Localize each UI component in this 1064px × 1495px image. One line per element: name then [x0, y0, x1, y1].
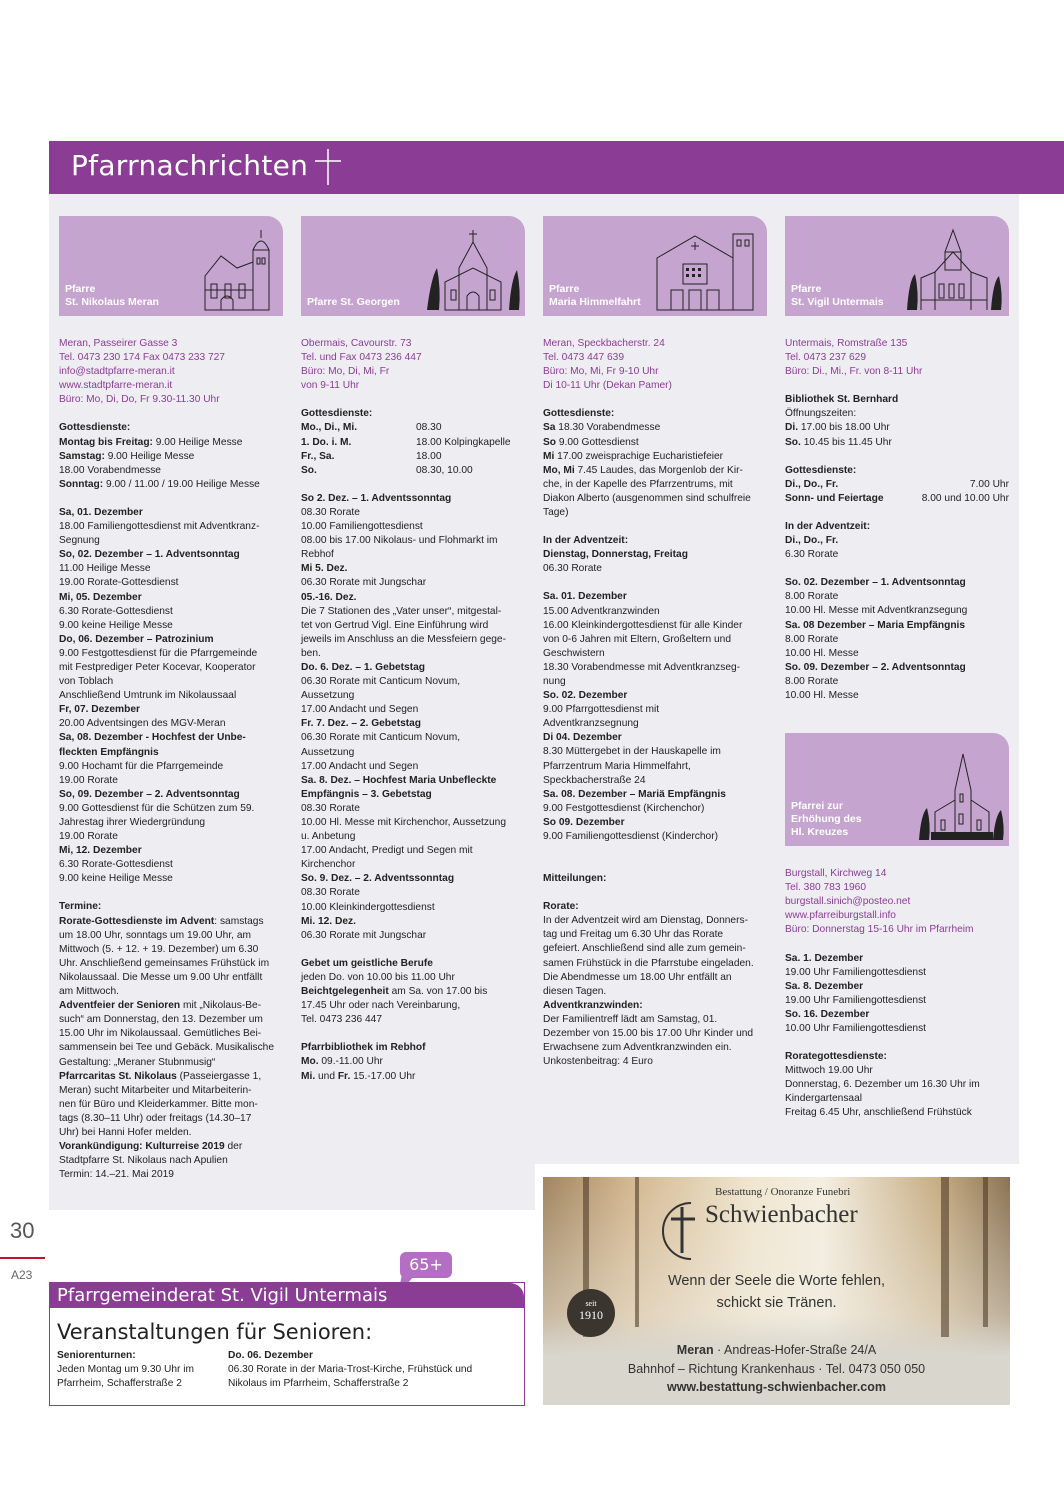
ad-website-link[interactable]: www.bestattung-schwienbacher.com — [666, 1380, 887, 1394]
event-date: Mi. 12. Dez. — [301, 915, 356, 927]
event-date: So. 02. Dezember – 1. Adventsonntag — [785, 577, 966, 589]
parish-column-nikolaus: Pfarre St. Nikolaus Meran Meran, Passeirer Gasse 3 Tel. 0473 230 174 Fax 0473 233 727 info@stadtpfarre-meran.it www.stadtpfarre-meran.it Büro: Mo, Di, Do, Fr 9.30-11.30 Uhr Gottesdienste: Montag bis Freitag: 9.00 Heilige Messe Samstag: 9.00 Heilige Messe 18.00 Vorabendmesse Sonntag: 9.00 / 11.00 / 19.00 Heilige Messe Sa, 01. Dezember 18.00 Familiengottesdienst mit Adventkranz- Segnung So, 02. Dezember – 1. Adventsonntag 11.00 Heilige Messe 19.00 Rorate-Gottesdienst Mi, 05. Dezember 6.30 Rorate-Gottesdienst 9.00 keine Heilige Messe Do, 06. Dezember – Patrozinium 9.00 Festgottesdienst für die Pfarrgemeinde mit Festprediger Peter Kocevar, Kooperator von Toblach Anschließend Umtrunk im Nikolaussaal Fr, 07. Dezember 20.00 Adventsingen des MGV-Meran Sa, 08. Dezember - Hochfest der Unbe- fleckten Empfängnis 9.00 Hochamt für die Pfarrgemeinde 19.00 Rorate So, 09. Dezember – 2. Adventsonntag 9.00 Gottesdienst für die Schützen zum 59. Jahrestag ihrer Wiedergründung 19.00 Rorate Mi, 12. Dezember 6.30 Rorate-Gottesdienst 9.00 keine Heilige Messe Termine: Rorate-Gottesdienste im Advent: samstags um 18.00 Uhr, sonntags um 19.00 Uhr, am Mittwoch (5. + 12. + 19. Dezember) um 6.30 Uhr. Anschließend gemeinsames Frühstück im Nikolaussaal. Die Messe um 9.00 Uhr entfällt am Mittwoch. Adventfeier der Senioren mit „Nikolaus-Be- such“ am Donnerstag, den 13. Dezember um 15.00 Uhr im Nikolaussaal. Gemütliches Bei- sammensein bei Tee und Gebäck. Musikalische Gestaltung: „Meraner Stubnmusig“ Pfarrcaritas St. Nikolaus (Passeiergasse 1, Meran) sucht Mitarbeiter und Mitarbeiterin- nen für Büro und Kleiderkammer. Bitte mon- tags (8.30–11 Uhr) oder freitags (14.30–17 Uhr) bei Hanni Hofer melden. Vorankündigung: Kulturreise 2019 der Stadtpfarre St. Nikolaus nach Apulien Termin: 14.–21. Mai 2019 — [59, 216, 283, 1182]
page-number: 30 — [10, 1218, 35, 1243]
event-date: Do, 06. Dezember – Patrozinium — [59, 633, 214, 645]
event-date: Sa. 1. Dezember — [785, 952, 864, 964]
parish-contact: Obermais, Cavourstr. 73 Tel. und Fax 0473 236 447 Büro: Mo, Di, Mi, Fr von 9-11 Uhr — [301, 338, 422, 392]
senior-header: Pfarrgemeinderat St. Vigil Untermais — [50, 1283, 524, 1308]
church-illustration-icon — [917, 750, 1005, 842]
event-date: Fr. 7. Dez. – 2. Gebetstag — [301, 718, 422, 730]
parish-name: Pfarrei zur Erhöhung des Hl. Kreuzes — [791, 800, 862, 839]
ad-address: Meran · Andreas-Hofer-Straße 24/A Bahnhof – Richtung Krankenhaus · Tel. 0473 050 050 www.bestattung-schwienbacher.com — [543, 1341, 1010, 1397]
parish-header — [785, 216, 1009, 316]
website-link[interactable]: www.pfarreiburgstall.info — [785, 910, 896, 922]
church-illustration-icon — [199, 228, 279, 312]
parish-name: Pfarre St. Georgen — [307, 296, 400, 308]
event-date: Sa, 01. Dezember — [59, 506, 143, 518]
age-badge: 65+ — [400, 1252, 452, 1278]
event-date: So 09. Dezember — [543, 816, 625, 828]
parish-header — [301, 216, 525, 316]
church-illustration-icon — [653, 228, 763, 312]
email-link[interactable]: burgstall.sinich@posteo.net — [785, 896, 911, 908]
parish-name: Pfarre Maria Himmelfahrt — [549, 283, 641, 308]
parish-name: Pfarre St. Nikolaus Meran — [65, 283, 159, 308]
cross-logo-icon — [661, 1199, 703, 1263]
section-banner — [49, 141, 1064, 194]
parish-contact: Meran, Passeirer Gasse 3 Tel. 0473 230 174 Fax 0473 233 727 info@stadtpfarre-meran.it www.stadtpfarre-meran.it Büro: Mo, Di, Do, Fr 9.30-11.30 Uhr — [59, 337, 283, 407]
event-date: So. 02. Dezember — [543, 690, 628, 702]
parish-column-himmelfahrt: Pfarre Maria Himmelfahrt Meran, Speckbacherstr. 24 Tel. 0473 447 639 Büro: Mo, Mi, Fr 9-10 Uhr Di 10-11 Uhr (Dekan Pamer) Gottesdienste: Sa 18.30 Vorabendmesse So 9.00 Gottesdienst Mi 17.00 zweisprachige Eucharistiefeier Mo, Mi 7.45 Laudes, das Morgenlob der Kir- che, in der Kapelle des Pfarrzentrums, mit Diakon Alberto (ausgenommen sind schulfreie Tage) In der Adventzeit: Dienstag, Donnerstag, Freitag 06.30 Rorate Sa. 01. Dezember 15.00 Adventkranzwinden 16.00 Kleinkindergottesdienst für alle Kinder von 0-6 Jahren mit Eltern, Großeltern und Geschwistern 18.30 Vorabendmesse mit Adventkranzseg- nung So. 02. Dezember 9.00 Pfarrgottesdienst mit Adventkranzsegnung Di 04. Dezember 8.30 Müttergebet in der Hauskapelle im Pfarrzentrum Maria Himmelfahrt, Speckbacherstraße 24 Sa. 08. Dezember – Mariä Empfängnis 9.00 Festgottesdienst (Kirchenchor) So 09. Dezember 9.00 Familiengottesdienst (Kinderchor) Mitteilungen: Rorate: In der Adventzeit wird am Dienstag, Donners- tag und Freitag um 6.30 Uhr das Rorate gefeiert. Anschließend sind alle zum gemein- samen Frühstück in die Pfarrstube eingeladen. Die Abendmesse um 18.00 Uhr entfällt an diesen Tagen. Adventkranzwinden: Der Familientreff lädt am Samstag, 01. Dezember von 15.00 bis 17.00 Uhr Kinder und Erwachsene zum Adventkranzwinden ein. Unkostenbeitrag: 4 Euro — [543, 216, 767, 1069]
event-date: Fr, 07. Dezember — [59, 704, 140, 716]
parish-header — [59, 216, 283, 316]
church-illustration-icon — [425, 228, 521, 312]
event-date: Di 04. Dezember — [543, 732, 622, 744]
parish-contact: Meran, Speckbacherstr. 24 Tel. 0473 447 639 Büro: Mo, Mi, Fr 9-10 Uhr Di 10-11 Uhr (Dekan Pamer) — [543, 338, 672, 392]
church-illustration-icon — [905, 228, 1005, 312]
event-date: Do. 6. Dez. – 1. Gebetstag — [301, 661, 425, 673]
event-date: Mi 5. Dez. — [301, 563, 348, 575]
services-heading: Gottesdienste: — [301, 408, 373, 420]
parish-header-burgstall — [785, 733, 1009, 846]
senior-events-box: Pfarrgemeinderat St. Vigil Untermais Veranstaltungen für Senioren: Seniorenturnen: Jeden Montag um 9.30 Uhr im Pfarrheim, Schafferstraße 2 Do. 06. Dezember 06.30 Rorate in der Maria-Trost-Kirche, Frühstück und Nikolaus im Pfarrheim, Schafferstraße 2 — [49, 1282, 525, 1406]
parish-name: Pfarre St. Vigil Untermais — [791, 283, 884, 308]
services-heading: Gottesdienste: — [59, 422, 131, 434]
section-title: Pfarrnachrichten — [71, 149, 309, 182]
services-heading: Gottesdienste: — [785, 464, 857, 476]
parish-column-vigil: Pfarre St. Vigil Untermais Untermais, Romstraße 135 Tel. 0473 237 629 Büro: Di., Mi., Fr. von 8-11 Uhr Bibliothek St. Bernhard Öffnungszeiten: Di. 17.00 bis 18.00 Uhr So. 10.45 bis 11.45 Uhr Gottesdienste: Di., Do., Fr. 7.00 Uhr Sonn- und Feiertage 8.00 und 10.00 Uhr In der Adventzeit: Di., Do., Fr. 6.30 Rorate So. 02. Dezember – 1. Adventsonntag 8.00 Rorate 10.00 Hl. Messe mit Adventkranzsegung Sa. 08 Dezember – Maria Empfängnis 8.00 Rorate 10.00 Hl. Messe So. 09. Dezember – 2. Adventsonntag 8.00 Rorate 10.00 Hl. Messe Pfarrei zur Erhöhung des Hl. Kreuzes Burgstall, Kirchweg 14 Tel. 380 783 1960 burgstall.sinich@posteo.net www.pfarreiburgstall.info Büro: Donnerstag 15-16 Uhr im Pfarrheim Sa. 1. Dezember 19.00 Uhr Familiengottesdienst Sa. 8. Dezember 19.00 Uhr Familiengottesdienst So. 16. Dezember 10.00 Uhr Familiengottesdienst Rorategottesdienste: Mittwoch 19.00 Uhr Donnerstag, 6. Dezember um 16.30 Uhr im Kindergartensaal Freitag 6.45 Uhr, anschließend Frühstück — [785, 216, 1009, 1121]
advertisement[interactable] — [543, 1177, 1010, 1405]
website-link[interactable]: www.stadtpfarre-meran.it — [59, 380, 173, 392]
event-date: Mi, 12. Dezember — [59, 845, 142, 857]
since-seal: seit 1910 — [567, 1289, 615, 1337]
event-date: So. 9. Dez. – 2. Adventssonntag — [301, 873, 455, 885]
parish-contact: Burgstall, Kirchweg 14 Tel. 380 783 1960 burgstall.sinich@posteo.net www.pfarreiburgstall.info Büro: Donnerstag 15-16 Uhr im Pfarrheim — [785, 867, 1009, 937]
event-date: Sa. 08. Dezember – Mariä Empfängnis — [543, 788, 726, 800]
senior-title: Veranstaltungen für Senioren: — [57, 1320, 373, 1344]
event-date: So 2. Dez. – 1. Adventssonntag — [301, 492, 452, 504]
event-date: Sa. 8. Dezember — [785, 980, 864, 992]
event-date: So. 16. Dezember — [785, 1008, 870, 1020]
notices-heading: Termine: — [59, 901, 102, 913]
parish-column-georgen: Pfarre St. Georgen Obermais, Cavourstr. 73 Tel. und Fax 0473 236 447 Büro: Mo, Di, Mi, Fr von 9-11 Uhr Gottesdienste: Mo., Di., Mi. 08.30 1. Do. i. M. 18.00 Kolpingkapelle Fr., Sa. 18.00 So. 08.30, 10.00 So 2. Dez. – 1. Adventssonntag 08.30 Rorate 10.00 Familiengottesdienst 08.00 bis 17.00 Nikolaus- und Flohmarkt im Rebhof Mi 5. Dez. 06.30 Rorate mit Jungschar 05.-16. Dez. Die 7 Stationen des „Vater unser“, mitgestal- tet von Gertrud Vigl. Eine Einführung wird jeweils im Anschluss an die Messfeiern gege- ben. Do. 6. Dez. – 1. Gebetstag 06.30 Rorate mit Canticum Novum, Aussetzung 17.00 Andacht und Segen Fr. 7. Dez. – 2. Gebetstag 06.30 Rorate mit Canticum Novum, Aussetzung 17.00 Andacht und Segen Sa. 8. Dez. – Hochfest Maria Unbefleckte Empfängnis – 3. Gebetstag 08.30 Rorate 10.00 Hl. Messe mit Kirchenchor, Aussetzung u. Anbetung 17.00 Andacht, Predigt und Segen mit Kirchenchor So. 9. Dez. – 2. Adventssonntag 08.30 Rorate 10.00 Kleinkindergottesdienst Mi. 12. Dez. 06.30 Rorate mit Jungschar Gebet um geistliche Berufe jeden Do. von 10.00 bis 11.00 Uhr Beichtgelegenheit am Sa. von 17.00 bis 17.45 Uhr oder nach Vereinbarung, Tel. 0473 236 447 Pfarrbibliothek im Rebhof Mo. 09.-11.00 Uhr Mi. und Fr. 15.-17.00 Uhr — [301, 216, 525, 1084]
parish-header — [543, 216, 767, 316]
event-date: Sa. 01. Dezember — [543, 591, 627, 603]
cross-icon — [311, 147, 345, 187]
ad-company-name: Schwienbacher — [705, 1201, 858, 1228]
page-code: A23 — [11, 1268, 33, 1282]
services-heading: Gottesdienste: — [543, 408, 615, 420]
event-date: So. 09. Dezember – 2. Adventsonntag — [785, 661, 966, 673]
divider — [0, 1257, 45, 1259]
event-date: Sa. 08 Dezember – Maria Empfängnis — [785, 619, 966, 631]
event-date: Sa. 8. Dez. – Hochfest Maria Unbefleckte Empfängnis – 3. Gebetstag — [301, 774, 497, 800]
event-date: So, 09. Dezember – 2. Adventsonntag — [59, 788, 240, 800]
ad-tagline: Bestattung / Onoranze Funebri — [715, 1186, 851, 1198]
email-link[interactable]: info@stadtpfarre-meran.it — [59, 366, 175, 378]
event-date: 05.-16. Dez. — [301, 591, 357, 603]
event-date: So, 02. Dezember – 1. Adventsonntag — [59, 549, 240, 561]
ad-slogan: Wenn der Seele die Worte fehlen, schickt sie Tränen. — [667, 1273, 886, 1311]
event-date: Mi, 05. Dezember — [59, 591, 142, 603]
parish-contact: Untermais, Romstraße 135 Tel. 0473 237 629 Büro: Di., Mi., Fr. von 8-11 Uhr — [785, 338, 923, 378]
event-date: Sa, 08. Dezember - Hochfest der Unbe- fleckten Empfängnis — [59, 732, 246, 758]
